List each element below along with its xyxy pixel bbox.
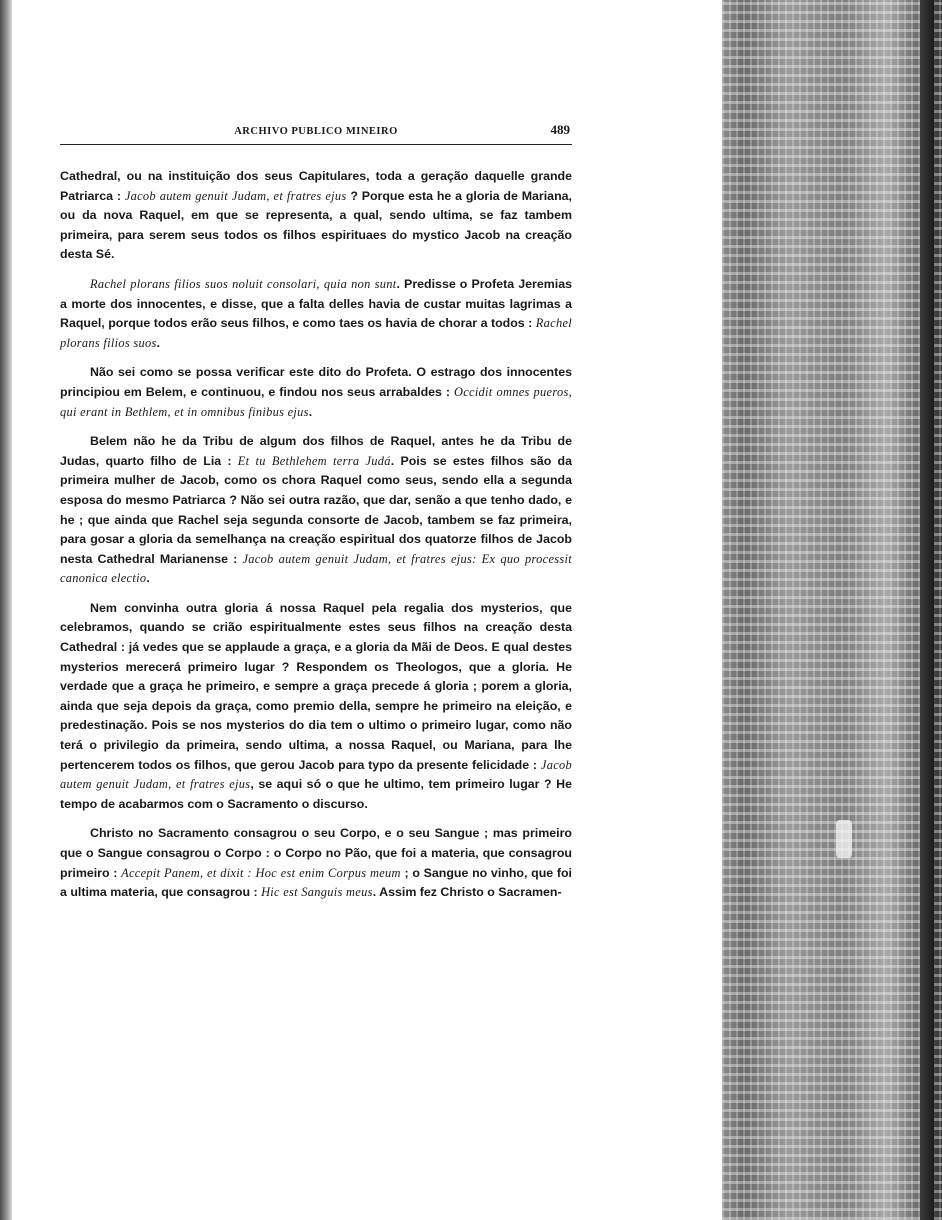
scan-binding-margin [722,0,942,1220]
text-run: . Pois se estes filhos são da primeira mulher de Jacob, como os chora Raquel como seus, sendo ella a segunda esposa do mesmo Patriarca ? Não sei outra razão, que dar, senão a que tenho dado, e he ; que ainda que Rachel seja segunda consorte de Jacob, tambem se faz primeira, para gosar a gloria da semelhança na creação espiritual dos quatorze filhos de Jacob nesta Cathedral Marianense : [60,453,573,566]
latin-quote: Hic est Sanguis meus [261,885,373,900]
latin-quote: Rachel plorans filios suos noluit consolari, quia non sunt [90,276,397,291]
text-run: ; o Sangue no vinho, que foi a ultima materia, que consagrou : [60,865,573,900]
running-title: ARCHIVO PUBLICO MINEIRO [234,126,398,137]
text-run: Belem não he da Tribu de algum dos filhos de Raquel, antes he da Tribu de Judas, quarto filho de Lia : [60,434,572,468]
page-header [60,118,572,145]
scan-left-edge [0,0,12,1220]
text-run: . Predisse o Profeta Jeremias a morte dos innocentes, e disse, que a falta delles havia de custar muitas lagrimas a Raquel, porque todos erão seus filhos, e como taes os havia de chorar a todos : [60,276,572,331]
paragraph [60,824,572,902]
text-run: . [146,571,150,586]
latin-quote: Jacob autem genuit Judam, et fratres ejus [124,188,347,203]
scan-paper-hole [836,820,852,858]
paragraph [60,599,572,815]
text-run: Nem convinha outra gloria á nossa Raquel pela regalia dos mysterios, que celebramos, quando se crião espiritualmente estes seus filhos na creação desta Cathedral : já vedes que se applaude a graça, e a gloria da Mãi de Deos. E qual destes mysterios merecerá primeiro lugar ? Respondem os Theologos, que a gloria. He verdade que a graça he primeiro, e sempre a graça precede á gloria ; porem a gloria, ainda que seja depois da graça, como premio della, sempre he primeiro na eleição, e predestinação. Pois se nos mysterios do dia tem o ultimo o primeiro lugar, como não terá o privilegio da primeira, sendo ultima, a nossa Raquel, ou Mariana, para lhe pertencerem todos os filhos, que gerou Jacob para typo da presente felicidade : [60,600,572,772]
text-run: Cathedral, ou na instituição dos seus Capitulares, toda a geração daquelle grande Patriarca : [60,169,572,203]
latin-quote: Et tu Bethlehem terra Judá [237,453,391,468]
text-run: . [156,335,161,350]
latin-quote: Occidit omnes pueros, qui erant in Bethlem, et in omnibus finibus ejus [60,384,572,419]
text-run: Não sei como se possa verificar este dito do Profeta. O estrago dos innocentes principiou em Belem, e continuou, e findou nos seus arrabaldes : [60,365,572,399]
text-run: Christo no Sacramento consagrou o seu Corpo, e o seu Sangue ; mas primeiro que o Sangue consagrou o Corpo : o Corpo no Pão, que foi a materia, que consagrou primeiro : [60,826,572,880]
text-run: . Assim fez Christo o Sacramen- [372,885,562,900]
page-number: 489 [550,122,570,137]
text-run: , se aqui só o que he ultimo, tem primeiro lugar ? He tempo de acabarmos com o Sacramento o discurso. [60,777,572,811]
latin-quote: Jacob autem genuit Judam, et fratres ejus: Ex quo processit canonica electio [60,551,573,586]
book-spine-shadow [920,0,934,1220]
paragraph [60,167,572,265]
document-page [60,118,572,903]
latin-quote: Rachel plorans filios suos [60,316,572,350]
paragraph [60,432,572,589]
latin-quote: Jacob autem genuit Judam, et fratres ejus [60,757,572,792]
page-body [60,167,572,903]
text-run: . [308,404,313,419]
latin-quote: Accepit Panem, et dixit : Hoc est enim Corpus meum [121,865,401,880]
paragraph [60,275,572,353]
paragraph [60,363,572,422]
text-run: ? Porque esta he a gloria de Mariana, ou da nova Raquel, em que se representa, a qual, sendo ultima, se faz tambem primeira, para serem seus todos os filhos espirituaes do mystico Jacob na creação desta Sé. [60,188,572,262]
